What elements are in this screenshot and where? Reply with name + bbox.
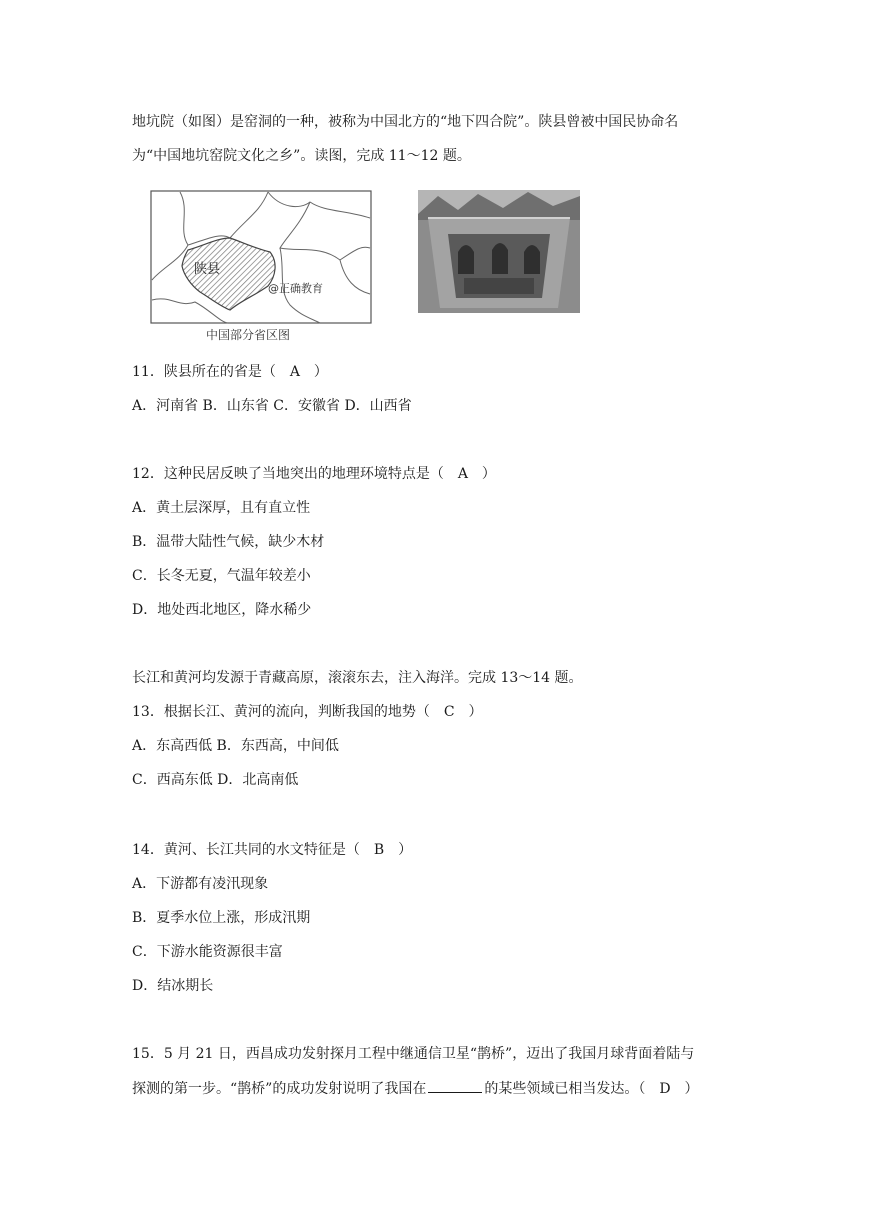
q14-option-b: B．夏季水位上涨，形成汛期 [132, 910, 311, 926]
q15-line-2 [132, 1078, 699, 1099]
q15-line-2-pre: 探测的第一步。“鹊桥”的成功发射说明了我国在 [132, 1081, 427, 1097]
q12-option-a: A．黄土层深厚，且有直立性 [132, 500, 311, 516]
intro2-line: 长江和黄河均发源于青藏高原，滚滚东去，注入海洋。完成 13～14 题。 [132, 670, 583, 686]
q11-stem: 11．陕县所在的省是（ A ） [132, 364, 328, 380]
province-map [150, 190, 372, 324]
q11-options: A．河南省 B．山东省 C．安徽省 D．山西省 [132, 398, 412, 414]
q12-stem: 12．这种民居反映了当地突出的地理环境特点是（ A ） [132, 466, 496, 482]
fill-in-blank [428, 1078, 482, 1093]
q12-option-b: B．温带大陆性气候，缺少木材 [132, 534, 325, 550]
q12-option-d: D．地处西北地区，降水稀少 [132, 602, 312, 618]
map-watermark: @正确教育 [268, 282, 323, 295]
q14-option-d: D．结冰期长 [132, 978, 214, 994]
map-caption: 中国部分省区图 [206, 328, 291, 342]
q13-options-1: A．东高西低 B．东西高，中间低 [132, 738, 339, 754]
q15-line-1: 15．5 月 21 日，西昌成功发射探月工程中继通信卫星“鹊桥”，迈出了我国月球背面着陆与 [132, 1046, 695, 1062]
q13-stem: 13．根据长江、黄河的流向，判断我国的地势（ C ） [132, 704, 483, 720]
q14-option-a: A．下游都有凌汛现象 [132, 876, 269, 892]
q15-line-2-post: 的某些领域已相当发达。（ D ） [484, 1081, 699, 1097]
q13-options-2: C．西高东低 D．北高南低 [132, 772, 299, 788]
pit-courtyard-photo [418, 190, 580, 313]
q14-stem: 14．黄河、长江共同的水文特征是（ B ） [132, 842, 413, 858]
q14-option-c: C．下游水能资源很丰富 [132, 944, 283, 960]
q12-option-c: C．长冬无夏，气温年较差小 [132, 568, 311, 584]
intro-line-2: 为“中国地坑窑院文化之乡”。读图，完成 11～12 题。 [132, 148, 471, 164]
county-label: 陕县 [194, 262, 221, 277]
intro-line-1: 地坑院（如图）是窑洞的一种，被称为中国北方的“地下四合院”。陕县曾被中国民协命名 [132, 114, 679, 130]
